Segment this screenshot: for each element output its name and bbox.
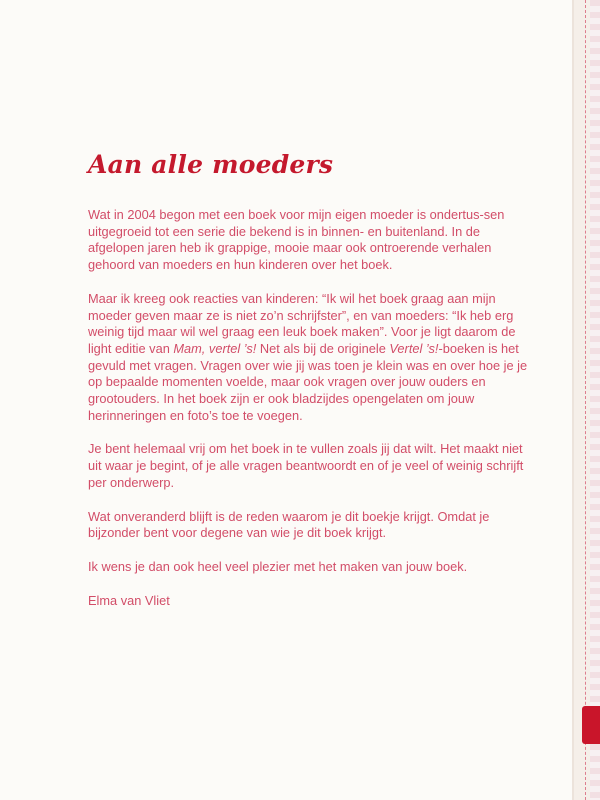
red-page-tab [582, 706, 600, 744]
paragraph-5-text: Ik wens je dan ook heel veel plezier met het maken van jouw boek. [88, 558, 468, 574]
paragraph-2-text-part-2: Net als bij de originele [256, 340, 390, 356]
document-content [88, 150, 532, 626]
paragraph-3 [88, 441, 532, 491]
paragraph-1 [88, 207, 532, 274]
paragraph-5 [88, 559, 532, 576]
signature: Elma van Vliet [88, 592, 170, 608]
paragraph-2 [88, 291, 532, 425]
dashed-stitch-line [585, 0, 586, 800]
book-series-vertel: Vertel ’s! [389, 340, 439, 356]
decorative-edge-pattern [590, 0, 600, 800]
paragraph-1-text: Wat in 2004 begon met een boek voor mijn eigen moeder is ondertus-sen uitgegroeid tot een serie die bekend is in binnen- en buitenland. In de afgelopen jaren heb ik grappige, mooie maar ook ontroerende verhalen gehoord van moeders en hun kinderen over het boek. [88, 207, 505, 273]
paragraph-4 [88, 509, 532, 542]
page-title: Aan alle moeders [88, 150, 334, 179]
book-title-mam-vertel: Mam, vertel ’s! [173, 340, 257, 356]
paragraph-2-text-part-3: -boeken is het gevuld met vragen. Vragen over wie jij was toen je klein was en over hoe je je op bepaalde momenten voelde, maar ook vragen over jouw ouders en grootouders. In het boek zijn er ook bladzijdes opengelaten om jouw herinneringen en foto’s toe te voegen. [88, 340, 528, 423]
paragraph-3-text: Je bent helemaal vrij om het boek in te vullen zoals jij dat wilt. Het maakt niet uit waar je begint, of je alle vragen beantwoordt en of je veel of weinig schrijft per onderwerp. [88, 441, 524, 490]
paragraph-2-text-part-1: Maar ik kreeg ook reacties van kinderen: “Ik wil het boek graag aan mijn moeder geven maar ze is niet zo’n schrijfster”, en van moeders: “Ik heb erg weinig tijd maar wil wel graag een leuk boek maken”. Voor je ligt daarom de light editie van [88, 290, 516, 356]
paragraph-4-text: Wat onveranderd blijft is de reden waarom je dit boekje krijgt. Omdat je bijzonder bent voor degene van wie je dit boek krijgt. [88, 508, 490, 541]
